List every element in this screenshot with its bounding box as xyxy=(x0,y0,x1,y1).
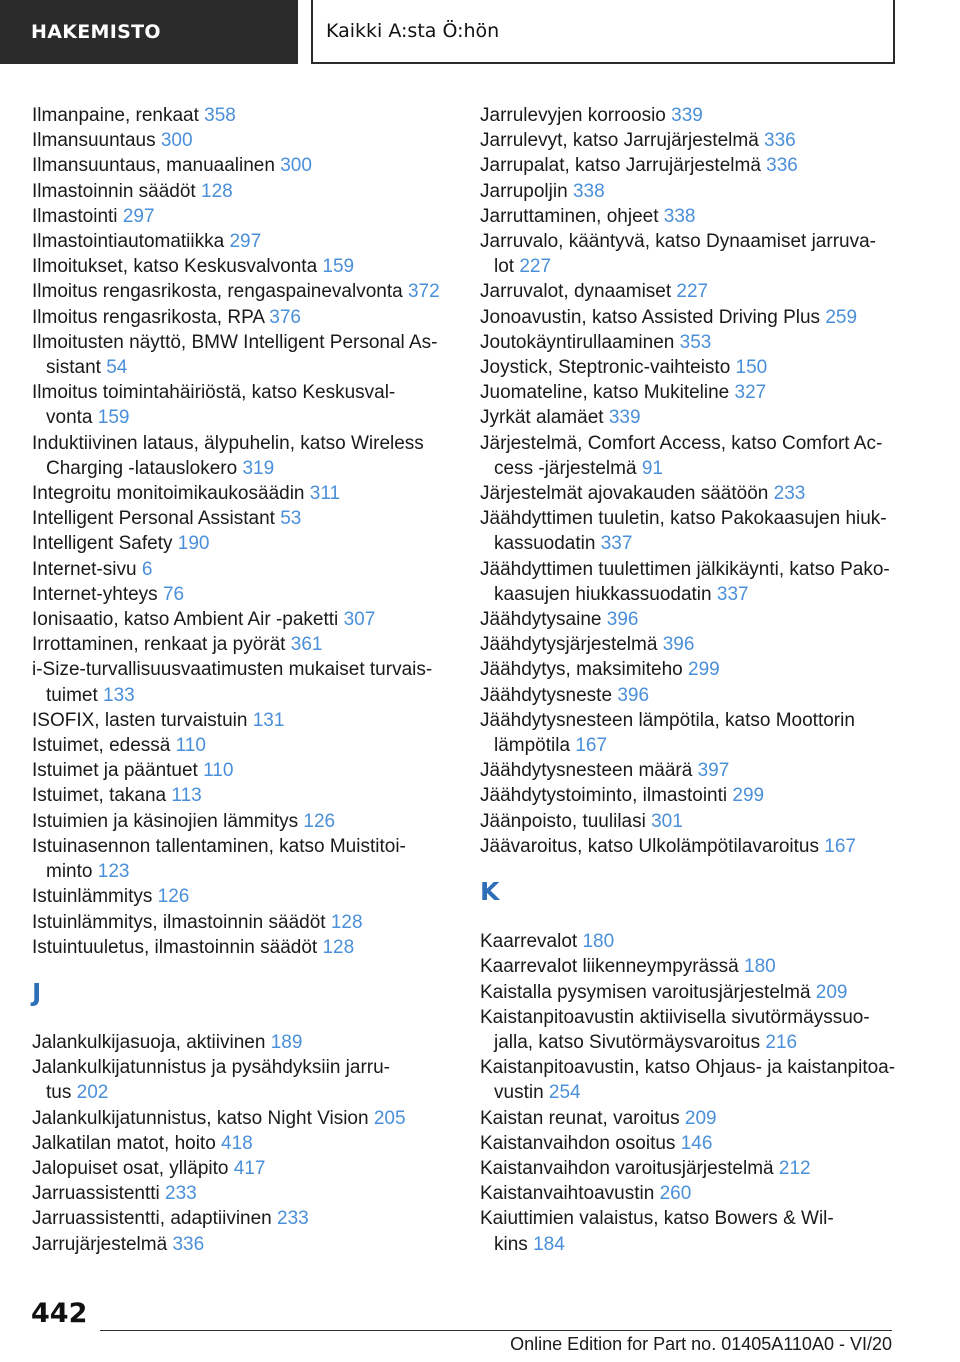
page-link[interactable]: 260 xyxy=(659,1183,692,1205)
index-entry-term: Integroitu monitoimikaukosäädin xyxy=(32,483,310,505)
index-entry xyxy=(480,1156,920,1181)
page-link[interactable]: 396 xyxy=(617,684,650,706)
index-entry-term: Irrottaminen, renkaat ja pyörät xyxy=(32,634,291,656)
page-link[interactable]: 299 xyxy=(688,659,720,681)
index-entry xyxy=(480,708,920,758)
footer-divider xyxy=(100,1330,892,1331)
page-link[interactable]: 336 xyxy=(172,1233,205,1255)
page-link[interactable]: 227 xyxy=(676,281,709,303)
page-link[interactable]: 110 xyxy=(175,735,206,757)
page-link[interactable]: 123 xyxy=(97,861,130,883)
page-link[interactable]: 353 xyxy=(679,331,712,353)
index-entry xyxy=(32,733,472,758)
index-entry-term: ISOFIX, lasten turvaistuin xyxy=(32,709,253,731)
index-entry xyxy=(32,1030,472,1055)
index-entry-term: Jarruvalo, kääntyvä, katso Dynaamiset jarruva- lot xyxy=(480,231,876,278)
edition-text: Online Edition for Part no. 01405A110A0 - VI/20 xyxy=(510,1334,892,1354)
page-link[interactable]: 338 xyxy=(572,180,605,202)
index-entry-term: Kaistanpitoavustin aktiivisella sivutörmäyssuo- jalla, katso Sivutörmäysvaroitus xyxy=(480,1006,870,1053)
index-entry-term: Jalankulkijasuoja, aktiivinen xyxy=(32,1031,271,1053)
index-entry-term: Kaistan reunat, varoitus xyxy=(480,1107,685,1129)
index-entry-term: Jäähdytysnesteen lämpötila, katso Moottorin lämpötila xyxy=(480,709,855,757)
index-entry xyxy=(32,179,472,204)
page-link[interactable]: 159 xyxy=(97,407,130,429)
page-link[interactable]: 336 xyxy=(766,155,798,177)
index-entry-term: Jäähdytys, maksimiteho xyxy=(480,659,689,681)
page-link[interactable]: 338 xyxy=(663,205,696,227)
index-entry-term: Intelligent Safety xyxy=(32,533,178,555)
index-entry xyxy=(480,607,920,632)
index-entry-term: Jarruvalot, dynaamiset xyxy=(480,281,677,303)
page-link[interactable]: 307 xyxy=(343,609,376,631)
page-link[interactable]: 300 xyxy=(280,155,312,177)
index-entry-term: Jäähdytysnesteen määrä xyxy=(480,760,698,782)
index-entry-term: Jalankulkijatunnistus ja pysähdyksiin jarru- tus xyxy=(32,1057,391,1104)
index-entry-term: Juomateline, katso Mukiteline xyxy=(480,382,735,404)
tab-index[interactable]: HAKEMISTO xyxy=(0,0,298,64)
index-entry-term: Istuimet, takana xyxy=(32,785,172,807)
index-entry-term: Jarrujärjestelmä xyxy=(32,1233,173,1255)
index-entry-term: Jarruassistentti, adaptiivinen xyxy=(32,1208,278,1230)
index-entry-term: Internet-sivu xyxy=(32,558,142,580)
page-link[interactable]: 233 xyxy=(165,1183,197,1205)
index-entry xyxy=(480,1005,920,1055)
page-link[interactable]: 128 xyxy=(322,936,355,958)
index-entry xyxy=(480,103,920,128)
index-entry-term: Jäähdyttimen tuuletin, katso Pakokaasujen hiuk- kassuodatin xyxy=(480,508,887,555)
index-entry-term: Kaistanvaihtoavustin xyxy=(480,1183,660,1205)
page-link[interactable]: 128 xyxy=(330,911,363,933)
page-link[interactable]: 418 xyxy=(221,1132,253,1154)
page-link[interactable]: 6 xyxy=(141,558,153,580)
index-entry xyxy=(480,1131,920,1156)
index-entry-term: Istuinlämmitys, ilmastoinnin säädöt xyxy=(32,911,331,933)
page-link[interactable]: 396 xyxy=(606,609,639,631)
page-link[interactable]: 205 xyxy=(373,1107,406,1129)
page-link[interactable]: 233 xyxy=(277,1208,309,1230)
page-link[interactable]: 327 xyxy=(734,382,767,404)
page-link[interactable]: 131 xyxy=(252,709,285,731)
index-entry-term: Jalkatilan matot, hoito xyxy=(32,1132,222,1154)
index-entry-term: Joystick, Steptronic-vaihteisto xyxy=(480,357,736,379)
page-link[interactable]: 216 xyxy=(765,1031,798,1053)
index-entry xyxy=(480,229,920,279)
page-link[interactable]: 299 xyxy=(732,785,765,807)
index-entry xyxy=(32,783,472,808)
index-entry-term: Jarrulevyjen korroosio xyxy=(480,105,672,126)
index-entry xyxy=(480,1106,920,1131)
page-link[interactable]: 297 xyxy=(229,231,262,253)
page-link[interactable]: 361 xyxy=(290,634,323,656)
index-entry-term: Induktiivinen lataus, älypuhelin, katso Wireless Charging -latauslokero xyxy=(32,432,424,479)
index-entry xyxy=(480,632,920,657)
page-link[interactable]: 319 xyxy=(242,457,275,479)
index-entry-term: Jäävaroitus, katso Ulkolämpötilavaroitus xyxy=(480,835,825,857)
page-link[interactable]: 126 xyxy=(303,810,336,832)
index-entry xyxy=(32,582,472,607)
page-link[interactable]: 259 xyxy=(825,306,858,328)
header-tabs xyxy=(0,0,960,66)
page-link[interactable]: 209 xyxy=(815,981,848,1003)
index-entry xyxy=(480,758,920,783)
page-number: 442 xyxy=(31,1298,88,1329)
index-entry xyxy=(32,657,472,707)
index-entry-term: Ilmastointi xyxy=(32,205,123,227)
index-entry-term: Jarruassistentti xyxy=(32,1183,166,1205)
index-entry xyxy=(32,103,472,128)
page-link[interactable]: 376 xyxy=(269,306,301,328)
index-entry-term: Ilmoitus rengasrikosta, rengaspainevalvonta xyxy=(32,281,408,303)
page-link[interactable]: 180 xyxy=(744,956,776,978)
index-entry-term: Internet-yhteys xyxy=(32,583,163,605)
index-entry xyxy=(32,884,472,909)
index-entry xyxy=(480,153,920,178)
page-link[interactable]: 254 xyxy=(548,1082,581,1104)
index-entry xyxy=(32,1232,472,1257)
page-link[interactable]: 311 xyxy=(309,483,341,505)
index-entry-term: Ilmansuuntaus, manuaalinen xyxy=(32,155,281,177)
index-entry xyxy=(480,834,920,859)
page-link[interactable]: 76 xyxy=(162,583,185,605)
index-entry xyxy=(32,330,472,380)
index-column-right xyxy=(480,103,920,1257)
index-entry xyxy=(480,783,920,808)
index-entry-term: Istuimien ja käsinojien lämmitys xyxy=(32,810,304,832)
page-link[interactable]: 396 xyxy=(662,634,695,656)
index-entry xyxy=(32,1106,472,1131)
index-entry xyxy=(480,980,920,1005)
index-entry xyxy=(32,506,472,531)
index-entry-term: Ilmoitusten näyttö, BMW Intelligent Personal As- sistant xyxy=(32,331,438,379)
index-entry xyxy=(480,557,920,607)
page-link[interactable]: 126 xyxy=(157,886,190,908)
page-link[interactable]: 339 xyxy=(608,407,641,429)
index-entry-term: Kaarrevalot xyxy=(480,931,583,953)
page-link[interactable]: 189 xyxy=(270,1031,303,1053)
index-entry xyxy=(480,279,920,304)
index-entry xyxy=(480,1181,920,1206)
index-entry xyxy=(32,834,472,884)
page-link[interactable]: 91 xyxy=(641,457,663,479)
index-entry-term: Kaistanpitoavustin, katso Ohjaus- ja kaistanpitoa- vustin xyxy=(480,1057,896,1104)
page-link[interactable]: 110 xyxy=(203,760,234,782)
index-entry xyxy=(32,910,472,935)
index-entry xyxy=(32,254,472,279)
page-link[interactable]: 209 xyxy=(684,1107,717,1129)
index-entry-term: Jäähdytystoiminto, ilmastointi xyxy=(480,785,733,807)
index-entry-term: Ilmansuuntaus xyxy=(32,130,161,152)
index-entry xyxy=(480,954,920,979)
index-entry xyxy=(32,204,472,229)
page-link[interactable]: 53 xyxy=(280,508,302,530)
page-link[interactable]: 202 xyxy=(76,1082,109,1104)
index-entry-term: Jarrupoljin xyxy=(480,180,573,202)
section-letter: K xyxy=(480,877,500,907)
index-entry-term: Kaistanvaihdon osoitus xyxy=(480,1132,681,1154)
index-entry xyxy=(480,305,920,330)
index-entry xyxy=(32,1156,472,1181)
index-entry xyxy=(480,179,920,204)
index-entry xyxy=(480,481,920,506)
index-entry xyxy=(32,708,472,733)
index-entry-term: Jalankulkijatunnistus, katso Night Vision xyxy=(32,1107,374,1129)
index-entry xyxy=(32,380,472,430)
index-entry xyxy=(480,330,920,355)
index-entry xyxy=(480,204,920,229)
index-entry-term: Intelligent Personal Assistant xyxy=(32,508,281,530)
index-entry xyxy=(480,506,920,556)
page-link[interactable]: 113 xyxy=(171,785,202,807)
tab-all-a-to-o[interactable]: Kaikki A:sta Ö:hön xyxy=(311,0,895,64)
index-entry xyxy=(32,935,472,960)
page-link[interactable]: 167 xyxy=(824,835,856,857)
index-entry xyxy=(480,683,920,708)
index-entry xyxy=(480,1055,920,1105)
index-entry-term: Jyrkät alamäet xyxy=(480,407,609,429)
index-entry-term: Joutokäyntirullaaminen xyxy=(480,331,680,353)
page-link[interactable]: 54 xyxy=(106,357,128,379)
page-link[interactable]: 150 xyxy=(735,357,768,379)
page-link[interactable]: 337 xyxy=(716,583,749,605)
page-link[interactable]: 167 xyxy=(575,735,608,757)
index-entry-term: Istuintuuletus, ilmastoinnin säädöt xyxy=(32,936,323,958)
index-entry xyxy=(32,531,472,556)
index-entry xyxy=(480,809,920,834)
index-entry-term: Kaarrevalot liikenneympyrässä xyxy=(480,956,745,978)
index-entry-term: Istuinasennon tallentaminen, katso Muistitoi- minto xyxy=(32,835,406,883)
index-entry xyxy=(32,128,472,153)
index-entry-term: Ilmoitukset, katso Keskusvalvonta xyxy=(32,256,323,278)
page-link[interactable]: 297 xyxy=(122,205,155,227)
section-letter: J xyxy=(32,977,42,1007)
index-entry-term: Järjestelmä, Comfort Access, katso Comfort Ac- cess -järjestelmä xyxy=(480,432,883,479)
index-entry xyxy=(32,1181,472,1206)
index-entry xyxy=(480,431,920,481)
page-link[interactable]: 184 xyxy=(533,1233,565,1255)
page-link[interactable]: 227 xyxy=(519,256,552,278)
index-entry xyxy=(32,153,472,178)
page-link[interactable]: 337 xyxy=(600,533,633,555)
index-entry-term: Jonoavustin, katso Assisted Driving Plus xyxy=(480,306,826,328)
index-entry xyxy=(32,305,472,330)
index-entry-term: i-Size-turvallisuusvaatimusten mukaiset turvais- tuimet xyxy=(32,659,433,706)
index-entry xyxy=(32,632,472,657)
index-entry-term: Jäähdyttimen tuulettimen jälkikäynti, katso Pako- kaasujen hiukkassuodatin xyxy=(480,558,890,605)
index-entry-term: Ilmoitus toimintahäiriöstä, katso Keskusval- vonta xyxy=(32,382,396,429)
page-link[interactable]: 339 xyxy=(671,105,703,126)
index-entry-term: Jarrulevyt, katso Jarrujärjestelmä xyxy=(480,130,765,152)
index-entry-term: Kaiuttimien valaistus, katso Bowers & Wil- kins xyxy=(480,1208,834,1255)
index-entry xyxy=(32,279,472,304)
index-entry-term: Jäähdytysjärjestelmä xyxy=(480,634,663,656)
page-link[interactable]: 358 xyxy=(204,105,236,126)
index-entry-term: Istuimet, edessä xyxy=(32,735,176,757)
index-entry xyxy=(32,809,472,834)
index-entry-term: Ilmastoinnin säädöt xyxy=(32,180,201,202)
index-entry-term: Ilmoitus rengasrikosta, RPA xyxy=(32,306,270,328)
page-link[interactable]: 336 xyxy=(764,130,796,152)
index-entry-term: Jäänpoisto, tuulilasi xyxy=(480,810,652,832)
index-entry-term: Jarruttaminen, ohjeet xyxy=(480,205,664,227)
page-link[interactable]: 190 xyxy=(177,533,210,555)
page-link[interactable]: 397 xyxy=(697,760,730,782)
index-entry xyxy=(32,1206,472,1231)
page-link[interactable]: 180 xyxy=(582,931,615,953)
index-entry xyxy=(480,128,920,153)
index-entry-term: Järjestelmät ajovakauden säätöön xyxy=(480,483,774,505)
page-link[interactable]: 417 xyxy=(233,1157,266,1179)
index-entry-term: Jarrupalat, katso Jarrujärjestelmä xyxy=(480,155,767,177)
index-entry-term: Ionisaatio, katso Ambient Air -paketti xyxy=(32,609,344,631)
index-entry xyxy=(32,557,472,582)
page-link[interactable]: 128 xyxy=(201,180,233,202)
index-entry-term: Ilmanpaine, renkaat xyxy=(32,105,205,126)
index-entry xyxy=(480,405,920,430)
index-entry-term: Kaistanvaihdon varoitusjärjestelmä xyxy=(480,1157,779,1179)
index-entry-term: Jäähdytysaine xyxy=(480,609,607,631)
index-entry-term: Jalopuiset osat, ylläpito xyxy=(32,1157,234,1179)
index-entry xyxy=(32,1131,472,1156)
index-entry-term: Istuinlämmitys xyxy=(32,886,158,908)
index-entry xyxy=(32,1055,472,1105)
index-entry-term: Istuimet ja pääntuet xyxy=(32,760,204,782)
index-column-left xyxy=(32,103,472,1257)
index-entry-term: Kaistalla pysymisen varoitusjärjestelmä xyxy=(480,981,816,1003)
index-entry xyxy=(32,758,472,783)
page-link[interactable]: 372 xyxy=(407,281,440,303)
page-link[interactable]: 133 xyxy=(103,684,135,706)
page-link[interactable]: 301 xyxy=(651,810,683,832)
page-link[interactable]: 233 xyxy=(773,483,806,505)
page-link[interactable]: 212 xyxy=(778,1157,811,1179)
index-entry xyxy=(480,657,920,682)
index-entry-term: Jäähdytysneste xyxy=(480,684,618,706)
page-link[interactable]: 300 xyxy=(160,130,193,152)
index-entry xyxy=(32,481,472,506)
index-entry xyxy=(480,355,920,380)
index-entry xyxy=(32,229,472,254)
index-entry xyxy=(480,1206,920,1256)
index-entry xyxy=(480,929,920,954)
index-entry-term: Ilmastointiautomatiikka xyxy=(32,231,230,253)
page-link[interactable]: 159 xyxy=(322,256,355,278)
index-entry xyxy=(32,431,472,481)
index-entry xyxy=(32,607,472,632)
page-link[interactable]: 146 xyxy=(680,1132,713,1154)
index-entry xyxy=(480,380,920,405)
